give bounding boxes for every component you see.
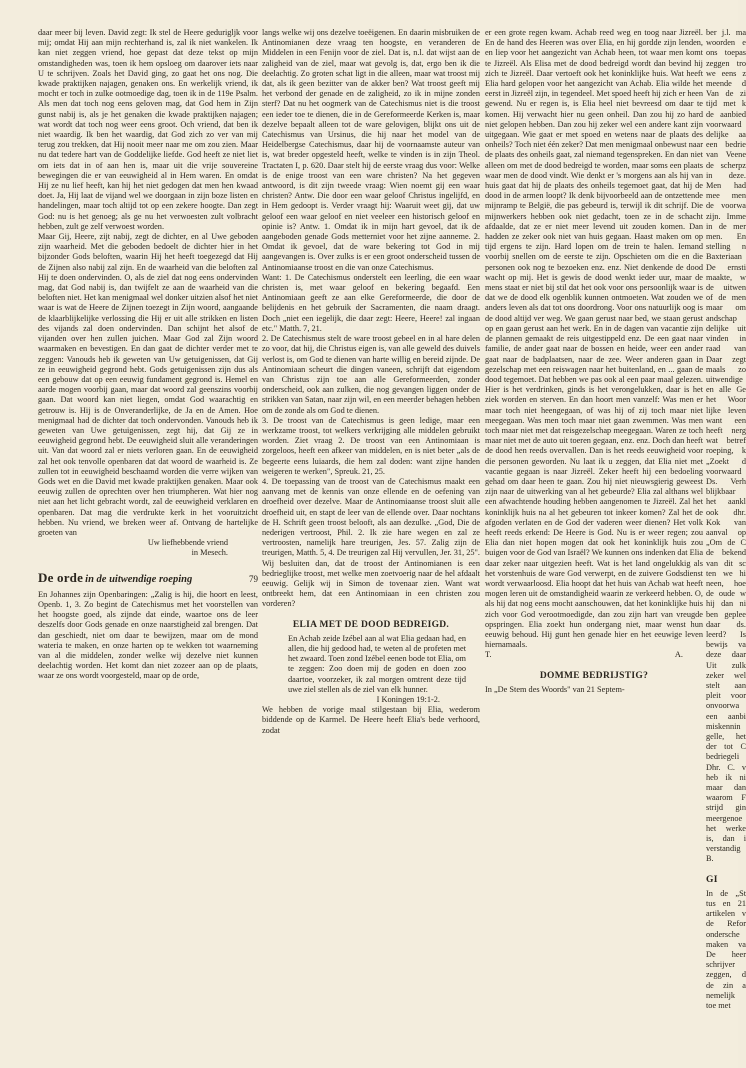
- letter-signature: in Mesech.: [191, 548, 228, 558]
- column-2-paragraph-4: 3. De troost van de Catechismus is geen ledige, maar een werkzame troost, tot welkers verkrijging alle middelen gebruikt worden. Ziet vraag 2. De troost van een Antinomiaan is zorgeloos, heeft een afkeer van middelen, en is niet beter „als de begeerte eens luiaards, die hem zal doden: want zijne handen weigeren te werken", Spreuk. 21, 25.: [262, 415, 480, 476]
- article-heading: [38, 569, 258, 585]
- heading-main: De orde: [38, 569, 84, 585]
- section-title-elia: ELIA MET DE DOOD BEDREIGD.: [292, 619, 450, 630]
- article-signature: [485, 650, 703, 660]
- heading-sub: in de uitwendige roeping: [85, 573, 193, 585]
- column-1-paragraph-3: En Johannes zijn Openbaringen: „Zalig is hij, die hoort en leest, Openb. 1, 3. Zo begint de Catechismus met het voorstellen van het hoogste goed, als zijnde dat einde, waartoe ons de leer deszelfs door Gods genade en onze naarstigheid zal brengen. Dat dan geschiedt, niet om daar te bewijzen, maar om de mond wateria te maken, en onze harten op te wekken tot waarneming van al die middelen, zonder welke wij dezelve niet kunnen deelachtig worden. Het komt dan niet zozeer aan op de plaats, waar ze ons wordt voorgesteld, maar op de orde,: [38, 589, 258, 681]
- column-4-heading: GI: [706, 874, 718, 885]
- column-2-paragraph-1: langs welke wij ons dezelve toeëigenen. En daarin misbruiken de Antinomianen deze vraag ten hoogste, en veranderen de Middelen in een Fenijn voor de ziel. Dat is, n.l. dat wijst aan de zaligheid van de ziel, maar wat gevolg is, dat, ergo ben ik die deelachtig. Zo groten schat ligt in die alleen, maar wat troost mij dat, als ik geen bezitter van de akker ben? Wat troost geeft mij het verbond der genade en de zaligheid, zo ik in mijne zonden sterf? Dat nu het oogmerk van de Catechismus niet is die troost een ieder toe te dienen, die in de Gereformeerde Kerken is, maar dezelve bepaalt alleen tot de ware gelovigen, blijkt ons uit de Catechismus van Ursinus, die hij naar het model van de Heidelbergse Catechismus, daar hij de voornaamste auteur van is, wat breder opgesteld heeft, welke te vinden is in zijn Theol. Tractaten I, p. 620. Daar stelt hij de eerste vraag dus voor: Welke is de enige troost van een ware christen? Na het gegeven antwoord, is dit zijn tweede vraag: Wien noemt gij een waar christen? Antw. Die door een waar geloof Christus ingelijfd, en in Hem gedoopt is. Verder vraagt hij: Waaruit weet gij, dat uw geloof een waar geloof en niet veeleer een historisch geloof en opinie is? Antw. 1. Omdat ik in mijn hart gevoel, dat ik de aangeboden genade Gods metterniet voor het zijne aanneme. 2. Omdat ik gevoel, dat de ware bekering tot God in mij aangevangen is. Over zulks is er een groot onderscheid tussen de Antinomiaanse troost en die van onze Catechismus.: [262, 28, 480, 272]
- letter-closing: Uw liefhebbende vriend: [147, 538, 228, 548]
- column-3-paragraph-2: In „De Stem des Woords" van 21 Septem-: [485, 684, 625, 694]
- column-4-paragraph-2: In de „St tus en 21 artikelen v de Refor ondersche maken va De heer schrijver zeggen, d de zin a nemelijk toe met: [706, 888, 746, 1011]
- column-2-paragraph-5: 4. De toepassing van de troost van de Catechismus maakt een aanvang met de kennis van onze ellende en de oefening van droefheid over dezelve. Maar de Antinomiaanse troost sluit alle droefheid uit, en stapt de leer van de ellende over. Daar nochtans de H. Schrift geen troost belooft, als aan dezulke. „God, Die de nederigen vertroost, Phil. 2. Ik zie hare wegen en zal ze vertroosten, namelijk hare treurigen, Jes. 57. Zalig zijn de treurigen, Matth. 5, 4. De treurigen zal Hij vervullen, Jer. 31, 25". Wij besluiten dan, dat de troost der Antinomianen is een bedrieglijke troost, met welke men zoetvoerig naar de hel afdaalt eeuwig. Gelijk wij in Simon de tovenaar zien. Want wat ontbreekt hem, dat een Antinomiaan in een christen zou vorderen?: [262, 476, 480, 609]
- column-1-paragraph-1: daar meer bij leven. David zegt: Ik stel de Heere gedurigljk voor mij; omdat Hij aan mijn rechterhand is, zal ik niet wankelen. Ik kan niet zeggen vriend, hoe gepast dat deze tekst op mijn omstandigheden was, toen ik hem opsloeg om daarover iets naar U te schrijven. Zoals het David ging, zo gaat het ons nog. Die kwade praktijken najagen, genaken ons. En werkelijk vriend, ik mocht er toch in zulke ootmoedige dag, toen ik in de 119e Psalm. Als men dat toch nog eens geloven mag, dat God hem in Zijn gunst nabij is, als je het genaken die kwade praktijken najagen; wat wordt dat toch nog weer eens groot. Och vriend, dat ben ik niet waardig. Ik ben het waardig, dat God zich zo ver van mij terug zou trekken, dat Hij nooit meer naar me om zou zien. Maar nu dat tedere hart van de Goddelijke liefde. God heeft ze niet liet om iets dat in of aan hen is, maar uit die vrije souvereine bewegingen die er van eeuwigheid al in Hem waren. En omdat Hij ze nu lief heeft, kan hij het niet gedogen dat men hen kwaad doet. Ja, Hij laat de vijand wel we doorgaan in zijn boze listen en handelingen, maar toch altijd tot op een zekere hoogte. Dan zegt God: nu is het genoeg; als ge nu het verwoesten zult volbracht hebben, zult ge zelf verwoest worden.: [38, 28, 258, 231]
- scripture-reference: I Koningen 19:1-2.: [376, 695, 440, 704]
- column-3-paragraph-1: er een grote regen kwam. Achab reed weg en toog naar Jizreël. En de hand des Heeren was over Elia, en hij gordde zijn lenden, en liep voor het aangezicht van Achab heen, tot waar men komt te Jizreël. Als Elisa met de dood bedreigd wordt dan bevind hij zich te Jizreël. Daar vertoeft ook het koninklijke huis. Wat heeft Elia hard gelopen voor het aangezicht van Achab. Elia wilde het eerst in Jizreël zijn, in tegendeel. Met spoed heeft hij zich er heen gewend. Nu er regen is, is Elia heel niet bevreesd om daar te komen. Hij verwacht hier nu geen onheil. Dan zou hij zo hard niet gelopen hebben. Dan zou hij zeker wel een andere kant zijn uitgegaan. Wie gaat er met spoed en wetens naar de plaats des onheils? Toch niet één zeker? Dat men menigmaal onbewust naar de plaats des onheils gaat, zal niemand tegenspreken. En dan niet alleen om met de dood bedreigd te worden, maar soms een plaats waar men de dood vindt. Wie denkt er 's morgens aan als hij van huis gaat dat hij de plaats des onheils tegemoet gaat, dat hij de dood in de armen loopt? Ik denk bijvoorbeeld aan de ontzettende mijnramp te België, die pas gebeurd is, terwijl ik dit schrijf. Die mijnwerkers hebben ook niet gedacht, toen ze in de schacht afdaalde, dat ze er niet meer levend uit zouden komen. Dan hadden ze zeker ook niet van huis gegaan. Haast maken om op tijd ergens te zijn. Hard lopen om de trein te halen. Iemand voorbij snellen om de eerste te zijn. Opschieten om die en die personen ook nog te bezoeken enz. enz. Niet denkende de dood wacht op mij. Het is gewis de dood wenkt ieder uur, maar de mens staat er niet bij stil dat het ook voor ons persoonlijk waar is dat we de dood elk ogenblik kunnen ontmoeten. Wat zouden we anders leven als dat tot ons doordrong. Voor ons natuurlijk oog is de dood altijd ver weg. We gaan gerust naar bed, we staan gerust op en gaan gerust aan het werk. En in de dagen van vacantie zijn de plannen gemaakt de reis uitgestippeld enz. De een gaat naar familie, de ander gaat naar de bossen en heide, weer een ander gaat naar de badplaatsen, naar de zee. Weer anderen gaan in gezelschap met een reiswagen naar het buitenland, en ... gaan de dood tegemoet. Dat hebben we pas ook al een paar maal gelezen. Hier is het verdrinken, ginds is het verongelukken, daar is het ziek worden en sterven. En dan hoort men vanzelf: Was men er maar toch niet heengegaan, of was hij of zij toch maar niet meegegaan. Was men toch maar niet gaan zwemmen. Was men toch maar niet met dat reisgezelschap meegegaan. Waren ze toch maar niet met de auto uit toeren gegaan, enz. enz. Doch dan heeft de dood hen reeds overvallen. Dan is het reeds eeuwigheid voor die personen geworden. Nu laat ik u zeggen, dat Elia niet met vacantie gegaan is naar Jizreël. Zeker heeft hij een bedoeling gehad om daar heen te gaan. Zou hij niet nieuwsgierig geweest zijn naar de uitwerking van al het gebeurde? Elia zal althans wel een afwachtende houding hebben aangenomen te Jizreël. Zal het koninklijk huis na al het gebeuren tot inkeer komen? Zal het de afgoden verlaten en de God der vaderen weer dienen? Het volk heeft reeds erkend: De Heere is God. Nu is er weer regen; zou Elia dan niet hopen mogen dat ook het koninklijk huis zou buigen voor de God van Israël? We kunnen ons indenken dat Elia daar zeker naar uitgezien heeft. Wat is het land ongelukkig als het vorstenhuis de ware God verwerpt, en de zuivere Godsdienst wordt verwaarloosd. Elia hoopt dat het huis van Achab wat heeft mogen leren uit de omstandigheid waarin ze verkeerd hebben. O, als hij dat nog eens mocht aanschouwen, dat het koninklijke huis zich voor God verootmoedigde, dan zou zijn hart van vreugde opspringen. Elia zoekt hun ondergang niet, maar wenst hun eeuwig behoud. Hij gunt hen genade hier en het eeuwige leven hiernamaals.: [485, 28, 703, 650]
- column-1: [38, 28, 258, 1040]
- column-2-paragraph-2: Want: 1. De Catechismus onderstelt een leerling, die een waar christen is, met waar geloof en bekering begaafd. Een Antinomiaan geeft ze aan elke Gereformeerde, die door de belijdenis en het gebruik der Sacramenten, die naam draagt. Doch „niet een iegelijk, die daar zegt: Heere, Heere! zal ingaan etc." Matth. 7, 21.: [262, 272, 480, 333]
- column-1-paragraph-2: Maar Gij, Heere, zijt nabij, zegt de dichter, en al Uwe geboden zijn waarheid. Met die geboden bedoelt de dichter hier in het bijzonder Gods beloften, waarin Hij het heeft toegezegd dat Hij de Zijnen also nabij zal zijn. En de waarheid van die beloften zal Hij te doen ondervinden. O, als de ziel dat nog eens ondervinden mag, dat God nabij is, dan twijfelt ze aan de waarheid van die beloften niet. Het kan menigmaal wel donker uitzien alsof het niet waar is wat de Heere de Zijnen toezegt in Zijn woord, aangaande de klaarblijkelijke verlossing die Hij er uit alle strikken en listen des vijands zal doen ondervinden. Dan schijnt het alsof de vijanden over hen zullen juichen. Maar God zal Zijn woord waarmaken en bevestigen. En dan gaat de dichter verder met te zeggen: Vanouds heb ik geweten van Uw getuigenissen, dat Gij ze in eeuwigheid gegrond hebt. Gods getuigenissen zijn dus als een gebouw dat op een eeuwig fundament gegrond is. Hemel en aarde mogen voorbij gaan, maar dat woord zal geenszins voorbij gaan. Dat woord kan niet liegen, omdat God waarachtig en getrouw is. Hij is de Onveranderlijke, de Ja en de Amen. Hoe menigmaal had de dichter dat toch ondervonden. Vanouds heb ik geweten van Uwe getuigenissen, zegt hij, dat Gij ze in eeuwigheid gegrond hebt. De eeuwigheid sluit alle veranderingen uit. Van dat woord zal er niets verloren gaan. En de eeuwigheid zal het ook tenvolle openbaren dat dat woord de waarheid is. Ze zullen tot in eeuwigheid beschaamd worden die verre wijken van Gods wet en die David met kwade praktijken genaken. Maar ook eeuwig zullen de oprechten over hen triumpheren. Wat hier nog niet aan het licht gebracht wordt, zal de eeuwigheid verklaren en openbaren. Dat mag die verdrukte kerk in het vooruitzicht hebben. Nu vriend, we breken weer af. Ontvang de hartelijke groeten van: [38, 232, 258, 537]
- column-2-paragraph-3: 2. De Catechismus stelt de ware troost gebeel en in al hare delen zo voor, dat hij, die Christus eigen is, van alle geweld des duivels verlost is, om God te dienen van harte willig en bereid zijnde. De Antinomiaan scheurt die dingen vaneen, schrijft dat eigendom van Christus zijn toe aan alle Gereformeerden, zonder onderscheid, ook aan zulken, die nog gevangen liggen onder de strikken van Satan, naar zijn wil, en een meerder behagen hebben om de zonde als om God te dienen.: [262, 334, 480, 415]
- signature-initial-right: A.: [674, 650, 683, 660]
- column-4-cropped: [706, 28, 746, 1040]
- heading-number: 79: [249, 573, 258, 584]
- scripture-quote: En Achab zeide Izébel aan al wat Elia gedaan had, en allen, die hij gedood had, te weten al de profeten met het zwaard. Toen zond Izébel eenen bode tot Elia, om te zeggen: Zoo doen mij de goden en doen zoo daartoe, voorzeker, ik zal morgen omtrent deze tijd uwe ziel stellen als de ziel van elk hunner.: [288, 633, 466, 694]
- signature-initial-left: T.: [485, 650, 492, 660]
- column-4-paragraph-1: ber j.l. ma woorden e ons toepas zeggen tro we eens z meende d Van de zi tijd met k de aanbied voorwaard delijke aa een bedrie van Veene de scherpz in deze. Men had mee men de voorwa zijn. Imme in de mer men. En stelling n Baxteriaan De ernsti maakte, w de uitwen of de men maar om andschap delijke uit vinden in raad van Daar zegt maals zo uitwendige en alle Ge het Woor lijke leven want een heeft nerg wat betref roeping, k „Zoekt d voorwaard Ds. Verh blijkbaar het aankl ook dhr. Kok van aanval op „Om de C de bekend van dit sc ten we hi neen, hoe de oude w hij dan ni ben geplee daar ds. leerd? Is bewijs va deze daar Uit zulk zeker wel stelt aan pleit voor onvoorwa een aanbi miskennin gelle, het der tot C bedriegeli Dhr. C. v heb ik ni maar dan waarom F strijd gin meergenoe het werke is, dan i verstandig B.: [706, 28, 746, 864]
- column-3: [485, 28, 703, 1040]
- column-2: [262, 28, 480, 1040]
- column-2-paragraph-6: We hebben de vorige maal stilgestaan bij Elia, wederom biddende op de Karmel. De Heere heeft Elia's bede verhoord, zodat: [262, 705, 480, 735]
- section-title-domme: DOMME BEDRIJSTIG?: [539, 670, 649, 681]
